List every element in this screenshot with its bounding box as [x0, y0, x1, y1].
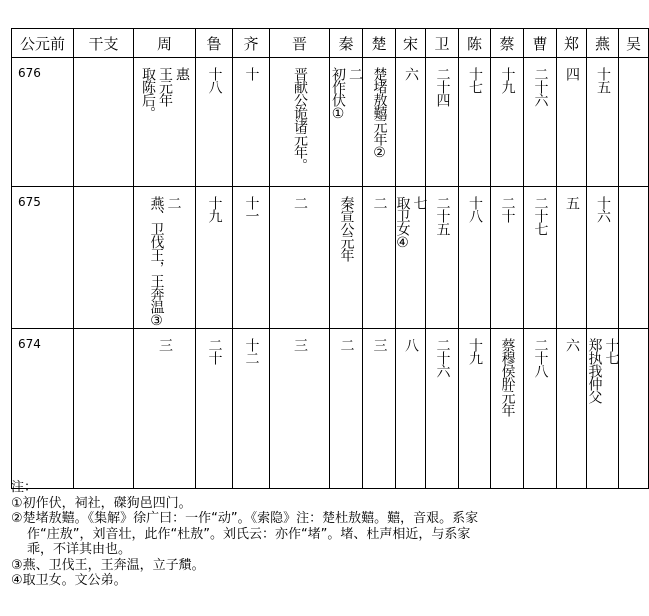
entry-cell [330, 329, 363, 489]
entry-text: 十九 [467, 338, 483, 364]
header-cell: 秦 [330, 29, 363, 58]
table-row [12, 58, 649, 187]
entry-cell [330, 58, 363, 187]
entry-cell [196, 329, 233, 489]
entry-cell [619, 58, 649, 187]
entry-cell [587, 187, 619, 329]
entry-cell [619, 187, 649, 329]
entry-cell [491, 58, 524, 187]
entry-text: 惠 王元年 取陈后。 [140, 67, 190, 119]
header-cell: 蔡 [491, 29, 524, 58]
entry-text: 二 [292, 196, 308, 209]
entry-text: 八 [403, 338, 419, 351]
entry-text: 十二 [243, 338, 260, 364]
entry-text: 四 [564, 67, 580, 80]
entry-text: 六 [564, 338, 580, 351]
notes-title: 注： [11, 480, 38, 495]
note-2-line-3: 乖，不详其由也。 [27, 542, 132, 557]
entry-text: 三 [371, 338, 388, 351]
header-cell: 干支 [74, 29, 134, 58]
entry-cell [426, 187, 459, 329]
entry-cell [134, 329, 196, 489]
entry-text: 楚堵敖囏元年② [371, 67, 388, 160]
entry-cell [74, 58, 134, 187]
entry-cell [363, 58, 396, 187]
entry-text: 十九 [499, 67, 516, 93]
entry-text: 二十五 [434, 196, 451, 235]
entry-text: 十一 [243, 196, 260, 222]
entry-cell [557, 58, 587, 187]
entry-cell [233, 329, 270, 489]
header-cell: 陈 [459, 29, 491, 58]
entry-text: 十八 [467, 196, 483, 222]
header-cell: 楚 [363, 29, 396, 58]
notes-section [11, 480, 621, 589]
header-cell: 齐 [233, 29, 270, 58]
entry-text: 十七 [467, 67, 483, 93]
entry-cell [459, 187, 491, 329]
entry-text: 二十六 [532, 67, 549, 106]
header-cell: 燕 [587, 29, 619, 58]
entry-cell [196, 187, 233, 329]
entry-cell [587, 329, 619, 489]
entry-text: 二 [371, 196, 388, 209]
entry-text: 秦宣公元年 [338, 196, 355, 261]
header-cell: 公元前 [12, 29, 74, 58]
header-cell: 吴 [619, 29, 649, 58]
entry-cell [396, 329, 426, 489]
entry-text: 二十 [499, 196, 516, 222]
entry-cell [196, 58, 233, 187]
table-body [12, 58, 649, 489]
header-cell: 卫 [426, 29, 459, 58]
entry-cell [74, 329, 134, 489]
entry-text: 五 [564, 196, 580, 209]
entry-text: 七 取卫女④ [394, 196, 428, 250]
entry-text: 二十八 [532, 338, 549, 377]
entry-text: 二 燕、卫伐王，王奔温③ [148, 196, 182, 328]
entry-text: 二十四 [434, 67, 451, 106]
entry-cell [557, 187, 587, 329]
year-cell: 676 [12, 58, 74, 187]
entry-text: 十九 [206, 196, 223, 222]
entry-cell [74, 187, 134, 329]
entry-text: 二十六 [434, 338, 451, 377]
header-cell: 郑 [557, 29, 587, 58]
entry-text: 六 [403, 67, 419, 80]
header-cell: 宋 [396, 29, 426, 58]
entry-cell [233, 187, 270, 329]
entry-text: 十八 [206, 67, 223, 93]
note-4: ④取卫女。文公弟。 [11, 573, 127, 588]
year-cell: 675 [12, 187, 74, 329]
entry-cell [134, 187, 196, 329]
header-cell: 鲁 [196, 29, 233, 58]
header-cell: 晋 [270, 29, 330, 58]
year-cell: 674 [12, 329, 74, 489]
entry-cell [233, 58, 270, 187]
chronology-table [11, 28, 649, 489]
entry-text: 三 [157, 338, 173, 351]
entry-cell [396, 58, 426, 187]
entry-text: 晋献公诡诸元年。 [292, 67, 308, 171]
note-2-line-1: ②楚堵敖囏。《集解》徐广曰：一作“动”。《索隐》注：楚杜敖囏。囏，音艰。系家 [11, 511, 479, 526]
note-1: ①初作伏，祠社，磔狗邑四门。 [11, 495, 192, 511]
entry-cell [270, 329, 330, 489]
entry-cell [524, 58, 557, 187]
entry-text: 十 [243, 67, 260, 80]
entry-cell [363, 187, 396, 329]
entry-cell [491, 187, 524, 329]
entry-text: 二十七 [532, 196, 549, 235]
entry-text: 二十 [206, 338, 223, 364]
entry-cell [557, 329, 587, 489]
entry-cell [426, 329, 459, 489]
entry-cell [619, 329, 649, 489]
entry-cell [396, 187, 426, 329]
entry-cell [459, 58, 491, 187]
header-row [12, 29, 649, 58]
header-cell: 曹 [524, 29, 557, 58]
entry-text: 十七 郑执我仲父 [586, 338, 620, 403]
header-cell: 周 [134, 29, 196, 58]
entry-cell [270, 187, 330, 329]
entry-text: 二 初作伏① [330, 67, 363, 121]
entry-cell [587, 58, 619, 187]
entry-cell [134, 58, 196, 187]
entry-cell [524, 329, 557, 489]
entry-cell [330, 187, 363, 329]
entry-text: 十六 [595, 196, 611, 222]
entry-cell [459, 329, 491, 489]
entry-cell [363, 329, 396, 489]
entry-cell [524, 187, 557, 329]
table-row [12, 329, 649, 489]
table-row [12, 187, 649, 329]
entry-text: 二 [338, 338, 355, 351]
entry-cell [491, 329, 524, 489]
entry-text: 蔡穆侯肸元年 [499, 338, 516, 416]
note-3: ③燕、卫伐王，王奔温，立子穨。 [11, 557, 205, 573]
note-2-line-2: 作“庄敖”，刘音壮，此作“杜敖”。刘氏云：亦作“堵”。堵、杜声相近，与系家 [27, 526, 471, 542]
entry-cell [270, 58, 330, 187]
entry-cell [426, 58, 459, 187]
entry-text: 十五 [595, 67, 611, 93]
entry-text: 三 [292, 338, 308, 351]
